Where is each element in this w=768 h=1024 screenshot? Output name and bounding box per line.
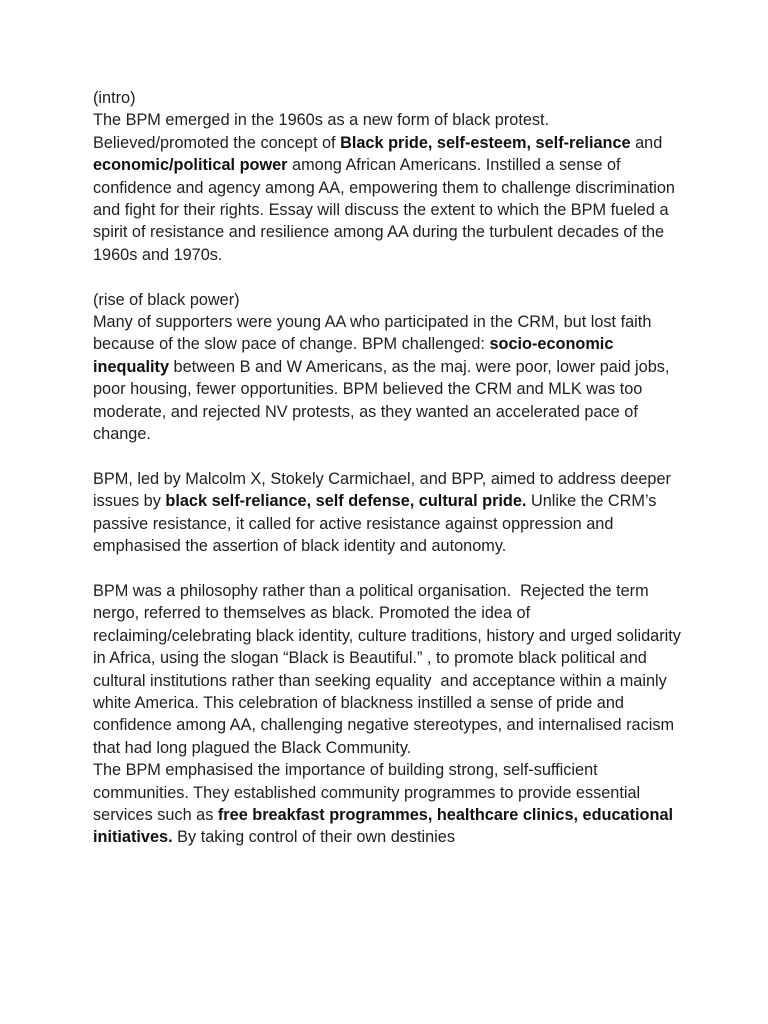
text-run: The BPM emerged in the 1960s as a new form of black protest. Believed/promoted the concept of: [93, 111, 554, 152]
bold-run: socio-economic inequality: [93, 335, 618, 376]
paragraph-spacer: [93, 558, 683, 580]
text-run: and: [630, 133, 667, 152]
bold-run: economic/political power: [93, 156, 288, 175]
paragraph-community-programmes: [93, 759, 683, 849]
text-run: BPM, led by Malcolm X, Stokely Carmichael, and BPP, aimed to address deeper issues by: [93, 469, 676, 511]
text-run: BPM was a philosophy rather than a political organisation. Rejected the term nergo, referred to themselves as black. Promoted the idea of reclaiming/celebrating black identity, culture traditions, history and urged solidarity in Africa, using the slogan “Black is Beautiful.” , to promote black political and cultural institutions rather than seeking equality and acceptance within a mainly white America. This celebration of blackness instilled a sense of pride and confidence among AA, challenging negative stereotypes, and internalised racism that had long plagued the Black Community.: [93, 581, 686, 757]
section-heading-intro: (intro): [93, 89, 136, 107]
paragraph-rise-of-black-power: [93, 311, 683, 445]
section-heading-rise-of-black-power: (rise of black power): [93, 290, 240, 309]
bold-run: Black pride, self-esteem, self-reliance: [340, 133, 631, 152]
text-run: between B and W Americans, as the maj. were poor, lower paid jobs, poor housing, fewer opportunities. BPM believed the CRM and MLK was too moderate, and rejected NV protests, as they wanted an accelerated pace of change.: [93, 357, 674, 444]
paragraph-bpm-leaders: [93, 468, 683, 558]
bold-run: free breakfast programmes, healthcare clinics, educational initiatives.: [93, 805, 678, 847]
text-run: The BPM emphasised the importance of building strong, self-sufficient communities. They established community programmes to provide essential services such as: [93, 761, 645, 824]
paragraph-bpm-philosophy: [93, 580, 686, 759]
paragraph-intro: [93, 109, 683, 266]
text-run: Unlike the CRM’s passive resistance, it called for active resistance against oppression and emphasised the assertion of black identity and autonomy.: [93, 492, 661, 556]
text-run: By taking control of their own destinies: [172, 828, 455, 847]
text-run: Many of supporters were young AA who participated in the CRM, but lost faith because of the slow pace of change. BPM challenged:: [93, 313, 656, 354]
paragraph-spacer: [93, 445, 683, 467]
text-run: among African Americans. Instilled a sense of confidence and agency among AA, empowering them to challenge discrimination and fight for their rights. Essay will discuss the extent to which the BPM fueled a spirit of resistance and resilience among AA during the turbulent decades of the 1960s and 1970s.: [93, 156, 680, 264]
document-body: [93, 87, 686, 849]
paragraph-spacer: [93, 266, 683, 288]
bold-run: black self-reliance, self defense, cultural pride.: [165, 492, 527, 511]
